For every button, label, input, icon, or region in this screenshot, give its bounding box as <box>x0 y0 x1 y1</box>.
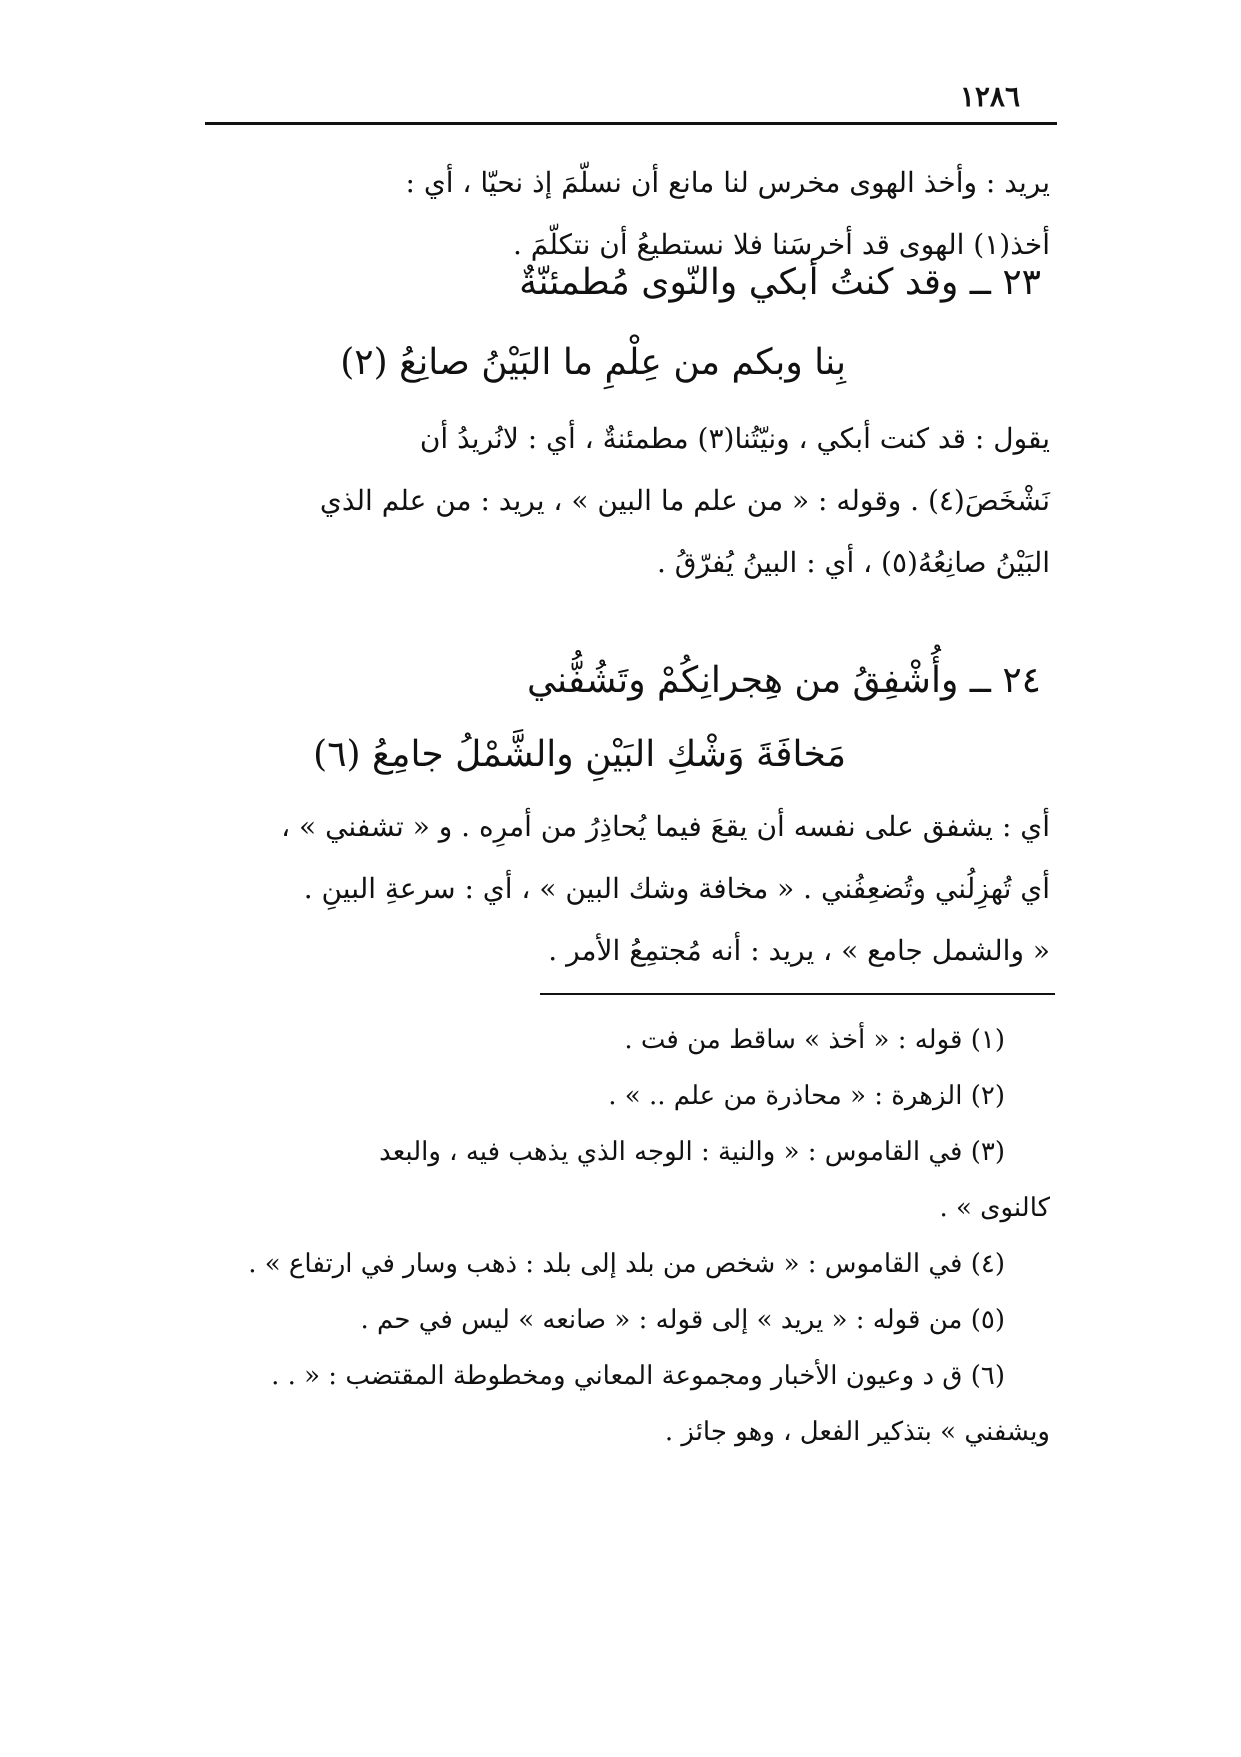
footnotes <box>210 1012 1050 1460</box>
verse-24-line-1: ٢٤ ــ وأُشْفِقُ من هِجرانِكُمْ وتَشُفُّني <box>526 660 1041 701</box>
footnote-4: (٤) في القاموس : « شخص من بلد إلى بلد : ذهب وسار في ارتفاع » . <box>248 1249 1005 1279</box>
paragraph-3-line-2: أي تُهزِلُني وتُضعِفُني . « مخافة وشك البين » ، أي : سرعةِ البينِ . <box>303 872 1050 905</box>
paragraph-1-line-2: أخذ(١) الهوى قد أخرسَنا فلا نستطيعُ أن نتكلّمَ . <box>512 228 1050 261</box>
paragraph-2-line-3: البَيْنُ صانِعُهُ(٥) ، أي : البينُ يُفرّقُ . <box>656 546 1050 579</box>
footnote-3-line-1: (٣) في القاموس : « والنية : الوجه الذي يذهب فيه ، والبعد <box>379 1137 1005 1167</box>
footnote-5: (٥) من قوله : « يريد » إلى قوله : « صانعه » ليس في حم . <box>360 1305 1005 1335</box>
paragraph-3-line-1: أي : يشفق على نفسه أن يقعَ فيما يُحاذِرُ من أمرِه . و « تشفني » ، <box>281 810 1050 843</box>
verse-23-line-1: ٢٣ ــ وقد كنتُ أبكي والنّوى مُطمئنّةٌ <box>519 262 1041 303</box>
footnote-1: (١) قوله : « أخذ » ساقط من فت . <box>624 1025 1005 1055</box>
verse-23-line-2: بِنا وبكم من عِلْمِ ما البَيْنُ صانِعُ (٢) <box>340 342 846 383</box>
header-rule <box>205 122 1057 125</box>
paragraph-1-line-1: يريد : وأخذ الهوى مخرس لنا مانع أن نسلّمَ إذ نحيّا ، أي : <box>405 166 1050 199</box>
paragraph-2-line-1: يقول : قد كنت أبكي ، ونيّتُنا(٣) مطمئنةٌ ، أي : لانُريدُ أن <box>419 422 1050 455</box>
paragraph-2-line-2: نَشْخَصَ(٤) . وقوله : « من علم ما البين » ، يريد : من علم الذي <box>319 484 1050 517</box>
verse-24-line-2: مَخافَةَ وَشْكِ البَيْنِ والشَّمْلُ جامِعُ (٦) <box>313 734 846 775</box>
footnote-6-line-2: ويشفني » بتذكير الفعل ، وهو جائز . <box>664 1417 1050 1447</box>
paragraph-2 <box>210 408 1050 594</box>
footnote-3-line-2: كالنوى » . <box>939 1193 1050 1223</box>
page-number: ١٢٨٦ <box>959 80 1020 113</box>
footnote-separator <box>540 993 1055 995</box>
footnote-6-line-1: (٦) ق د وعيون الأخبار ومجموعة المعاني ومخطوطة المقتضب : « . . <box>271 1361 1005 1391</box>
footnote-2: (٢) الزهرة : « محاذرة من علم .. » . <box>608 1081 1005 1111</box>
paragraph-1 <box>210 152 1050 276</box>
paragraph-3 <box>210 796 1050 982</box>
paragraph-3-line-3: « والشمل جامع » ، يريد : أنه مُجتمِعُ الأمر . <box>548 934 1050 967</box>
